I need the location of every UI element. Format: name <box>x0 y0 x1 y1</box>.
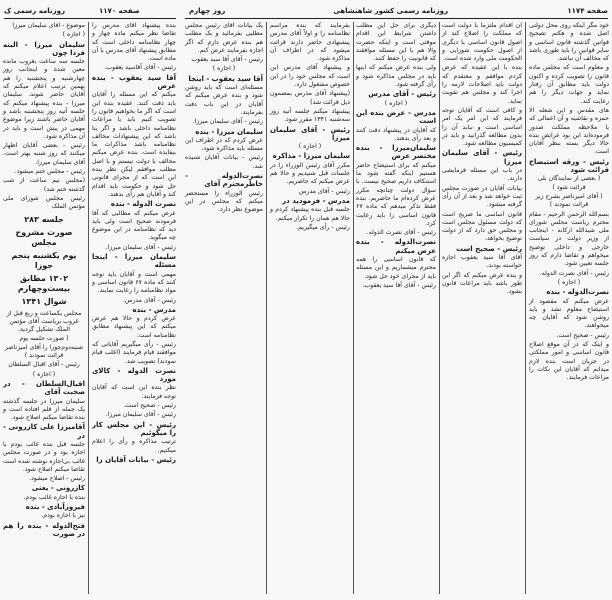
paragraph: و بنده عرض میکنم که اگر این طور باشد باید مراعات قانون بشود. <box>442 271 522 296</box>
paragraph: رئیس - بعضی آقایان اظهار میکنند که روز شنبه بهتر است. آقای سلیمان میرزا. <box>3 142 85 166</box>
paragraph: ( بعضی از نمایندگان بلی قرائت شود ) <box>537 175 601 191</box>
speaker-line: مدرس - فرمودید در <box>282 196 350 205</box>
column <box>0 22 88 596</box>
paragraph: رئیس مجلس شورای ملی مؤتمن الملک <box>3 194 85 211</box>
speaker-line: رئیس - آقای سلیمان میرزا <box>270 125 350 142</box>
paragraph: رئیس - آقای آقا سید یعقوب <box>191 56 263 64</box>
paragraph: که آقایان در پیشنهاد دقت کنند و بعد رأی بدهند. <box>356 126 436 142</box>
paragraph: رئیس - رأی میگیریم. <box>296 223 350 231</box>
paragraph: ( اجازه ) <box>62 31 85 39</box>
section-heading: ۱۳۰۲ مطابق بیست‌وچهارم <box>17 273 71 293</box>
column <box>267 22 353 596</box>
speaker-line: مدرس - بنده <box>132 305 176 314</box>
paragraph: رئیس - آقای مدرس <box>298 187 350 195</box>
newspaper-title: روزنامه رسمی ک <box>4 7 65 15</box>
column <box>526 22 612 596</box>
paragraph: قانون اساسی ما صریح است که دولت مسئول مجلس است و مجلس حق دارد که از دولت توضیح بخواهد. <box>442 210 522 243</box>
paragraph: نیز با اجازه بودم. <box>41 512 85 520</box>
paragraph: و پیشنهاد آقای مدرس این است که مجلس خود را در این خصوص مشغول دارد. <box>270 64 350 89</box>
paragraph: و کافی است که آقایان توجه فرمایند که این امر یک امر اساسی است و نباید آن را بدون مطالعه گذرانید و باید در کمیسیون مطالعه شود. <box>442 106 522 148</box>
paragraph: دیگری برای حل این مطلب داشتن شرایط این اقدام موقتی است و اینکه حضرت والا هم با این مسئله موافقند که قانونیت را حفظ کنند. <box>356 22 436 63</box>
speaker-line: نصرت‌الدوله - بنده <box>546 288 609 297</box>
page-header <box>185 6 608 19</box>
speaker-line: سلیمان‌میرزا - بنده مختصر عرض <box>356 144 436 161</box>
paragraph: رئیس الوزراء را مستحضر میکنم که مجلس در این موضوع نظر دارد. <box>185 189 263 214</box>
paragraph: رئیس - آقای آقا سید یعقوب. <box>362 281 436 289</box>
column <box>353 22 439 596</box>
paragraph: ( اجازه ) <box>298 143 322 151</box>
page-header <box>4 6 176 19</box>
paragraph: بنده پیشنهاد آقای مدرس را تقاضا نظر میکنم ماده چهار و چهار نظامنامه داخلی است که مطابق پیشنهاد آقای مدرس با آن ماده است. <box>92 22 176 63</box>
paragraph: ( آقای امیرناصر بشرح زیر قرائت نمودند ) <box>535 192 603 209</box>
left-page <box>0 0 180 600</box>
paragraph: بنده با این عقیده که عرض کردم موافقم و معتقدم که دولت باید اصلاحات لازمه را اجرا کند و مجلس هم تقویت نماید. <box>442 64 522 105</box>
paragraph: رئیس - بیانات آقایان شنیده شد. <box>185 154 263 170</box>
paragraph: ( اجازه ) <box>384 99 408 107</box>
paragraph: و معلوم است که مجلس ماده قانون را تصویب کرده و اکنون دولت باید مطابق آن رفتار نماید و جهات دیگر را هم رعایت کند. <box>529 64 609 105</box>
section-heading: صورت مشروح مجلس <box>15 227 73 247</box>
paragraph: و اینک که در آن موقع اصلاح قانون اساسی و امور مملکتی در جریان است بنده لازم میدانم که آقایان این نکات را مراعات فرمایند. <box>529 340 609 382</box>
speaker-line: سلیمان میرزا - مذاکره <box>272 152 350 161</box>
speaker-line: سلیمان میرزا - اینجا مسئله <box>92 253 176 270</box>
paragraph: ( اجازه ) <box>32 370 56 378</box>
paragraph: ولی بنده عرض میکنم که اینها باید در مجلس مذاکره شود و رأی گرفته شود. <box>356 64 436 89</box>
speaker-line: سلیمان میرزا - البته فردا چون <box>3 40 85 57</box>
speaker-line: کازرونی - یعنی <box>31 484 85 493</box>
speaker-line: مدرس - عرض بنده این است <box>356 108 436 126</box>
speaker-line: آقامیرزا علی کازرونی - در <box>3 423 85 440</box>
section-heading: جلسه ۲۸۳ <box>24 214 64 224</box>
paragraph: پیشنهاد میکنم جلسه آتیه روز سه‌شنبه ۱۳۴۱ مقرر شود. <box>270 107 350 124</box>
paragraph: جلسه قبل بنده پیشنهاد کردم و حالا هم همان را تکرار میکنم. <box>270 206 350 222</box>
right-page <box>181 0 612 600</box>
paragraph: بنده با اجازه غائب بودم. <box>23 493 85 501</box>
column <box>182 22 266 596</box>
paragraph: مسئله‌ای است که باید روشن شود و بنده عرض میکنم که آقایان در این باب دقت بفرمایند. <box>185 84 263 116</box>
paragraph: ( اجازه ) <box>212 65 236 73</box>
paragraph: میکنم که این مسئله را آقایان باید دقت کنند. عقیده بنده این است که اگر ما بخواهیم قانون را تصویب کنیم باید با مراعات نظامنامه داخلی باشد و اگر بنا باشد که این پیشنهادات مخالف نظامنامه باشد مذاکرات ما بیفایده است. بنده عرض میکنم مخالف با دولت نیستم و با اصل مطلب موافقم لیکن نظر بنده این است که از مجرای قانونی حل شود و حکومت باید اقدام کند و آقایان هم رأی بدهند. <box>92 91 176 198</box>
speaker-line: فتح‌الدوله - بنده را هم در صورت <box>3 521 85 538</box>
page-number: صفحه ۱۱۷۴ <box>567 7 608 15</box>
speaker-line: نصرت‌الدوله - خاطرمحترم آقای <box>185 172 263 189</box>
paragraph: آن اقدام ملتزماً با دولت است که مملکت را اصلاح کند از اصول قانون اساسی یا دیگری از اصول حکومت شورایی و الحکومت ملی وارد شده است. <box>442 22 522 63</box>
paragraph: رئیس - صحیح است. <box>123 402 176 410</box>
paragraph: عرض کردم و حالا هم عرض میکنم که این پیشنهاد مطابق نظامنامه است. <box>92 315 176 339</box>
paragraph: رئیس - مجلس ختم میشود. <box>14 168 85 176</box>
paragraph: آقای آقا سید یعقوب اجازه خواسته بودند. <box>442 254 522 270</box>
column-divider <box>353 22 354 594</box>
section-heading: یوم یکشنبه پنجم جوزا <box>11 250 77 270</box>
speaker-line: سلیمان میرزا - بنده <box>195 127 263 136</box>
column <box>89 22 179 596</box>
paragraph: رئیس - آقای نصرت الدوله. <box>366 229 436 237</box>
speaker-line: آقا سید یعقوب - اینجا <box>188 74 263 83</box>
column-divider <box>266 22 267 594</box>
paragraph: رئیس - آقای آقاسید یعقوب. <box>104 64 176 72</box>
speaker-line: رئیس - ورقه استیضاح قرائت شود <box>529 157 609 175</box>
paragraph: که قانون اساسی را همه محترم میشماریم و این مسئله باید از مجرای خود حل شود. <box>356 256 436 280</box>
paragraph: رئیس - آقای سلیمان میرزا. <box>105 411 176 419</box>
section-heading: شوال ۱۳۴۱ <box>21 296 67 306</box>
speaker-line: نصرت الدوله - کالای مورد <box>92 366 176 384</box>
day-label: روز چهارم <box>189 7 226 15</box>
speaker-line: رئیس - صحیح است <box>455 244 522 253</box>
paragraph: رئیس - آقای نصرت الدوله. <box>539 269 609 277</box>
speaker-line: اقبال‌السلطان - در صحبت آقای <box>3 379 85 397</box>
paragraph: رئیس - آقای اقبال السلطان <box>8 361 80 369</box>
speaker-line: آقا سید یعقوب - بنده عرض <box>92 73 176 91</box>
paragraph: رئیس - اصلاح میشود. <box>29 475 85 483</box>
column-divider <box>525 22 526 594</box>
paragraph: جلسه سه ساعت بغروب مانده معین شده و اینجانب روز چهارشنبه و پنجشنبه را هم بهمین ترتیب اعلام میکنم که آقایان حاضر شوند. سلیمان میرزا - بنده پیشنهاد میکنم که جلسه آتیه روز پنجشنبه باشد و آقایان حاضر باشند زیرا موضوع مهمی در پیش است و باید در آن مذاکره شود. <box>3 58 85 140</box>
paragraph: بسم‌الله الرحمن الرحیم - مقام محترم ریاست مجلس شورای ملی شیدالله ارکانه - اینجانب از وزیر دولت در سیاست خارجی و داخلی توضیح میخواهم و تقاضا دارم که روز جلسه تعیین شود. <box>529 210 609 268</box>
paragraph: (پیشنهاد آقای مدرس بمضمون ذیل قرائت شد) <box>270 90 350 106</box>
speaker-line: فیروزآبادی - بنده <box>25 503 85 512</box>
paragraph: موضوع - آقای سلیمان میرزا <box>12 22 85 29</box>
page-number: صفحه ۱۱۷۰ <box>99 7 140 15</box>
speaker-line: نصرت الدوله - بنده <box>110 200 176 209</box>
paragraph: رئیس - آقای سلیمان میرزا. <box>192 118 263 126</box>
paragraph: های مقدس و این شعله الا حمزه و نقاشیه و آن اعمالی که با ملاحظه مملکت صدور فرموده‌اند این بود عرایض بنده حالا دیگر بسته بنظر آقایان است. <box>529 106 609 156</box>
column-divider <box>439 22 440 594</box>
column <box>439 22 525 596</box>
paragraph: مهمی است و آقایان باید توجه کنند که ماده ۶۷ قانون اساسی و مواد نظامنامه را رعایت نمایند. <box>92 270 176 295</box>
paragraph: رئیس - آقای مدرس. <box>122 296 176 304</box>
paragraph: ( صورت جلسه یوم شنبه‌دوم‌جوزا را آقای امیرناصر قرائت نمودند ) <box>4 335 84 360</box>
paragraph: رئیس - آقای سلیمان میرزا. <box>105 243 176 251</box>
paragraph: بفرمایند که بنده مراسم نظامنامه را و اولاً آقای مدرس پیشنهادی حاضر دارند قرائت میشود که در اطراف آن مذاکره شود. <box>270 22 350 63</box>
paragraph: عرض میکنم که مقصود از استیضاح معلوم نشد و باید روشن شود که آقایان چه میخواهند. <box>529 297 609 330</box>
paragraph: (مجلس نیم ساعت از شب گذشته ختم شد) <box>3 177 85 193</box>
newspaper-title: روزنامه رسمی کشور شاهنشاهی <box>333 7 448 15</box>
paragraph: میکنم که برای استیضاح حاضر هستیم اینکه گفته شود ما استنکاف داریم صحیح نیست. با سؤال دولت چنانچه مکرر عرض کرده‌ام ما حاضریم. بنده فقط تذکر میدهم که ماده ۶۷ قانون اساسی را باید رعایت کرد. <box>356 161 436 227</box>
paragraph: خود مگر اینکه روی محل دولتی اصل شده و هکتم تصحیح قوانین گذشته قانون اساسی و سایر قوانین را باید طوری باشد که مخالف آن نباشد. <box>529 22 609 63</box>
paragraph: بیانات آقایان در صورت مجلس ثبت خواهد شد و بعد از آن رأی گرفته میشود. <box>442 184 522 209</box>
paragraph: مجلس یکساعت و ربع قبل از غروب بریاست آقای مؤتمن الملک تشکیل گردید. <box>6 309 82 334</box>
paragraph: جلسه قبل بنده غائب بودم با اجازه بود و در صورت مجلس غائب بی‌اجازه نوشته شده است تقاضا میکنم اصلاح شود. <box>3 440 85 473</box>
paragraph: رئیس - رأی میگیریم آقایانی که موافقند قیام فرمایند (اغلب قیام نمودند) تصویب شد. <box>92 340 176 365</box>
speaker-line: رئیس - آقای سلیمان میرزا <box>442 149 522 166</box>
paragraph: ترتیب مذاکره و رأی را اعلام میکنیم. <box>92 438 176 454</box>
paragraph: سلیمان میرزا در جلسه گذشته یک جمله از قلم افتاده است و بنده تقاضا میکنم اصلاح شود. <box>3 397 85 422</box>
paragraph: یک بیانات آقای رئیس مجلس مطلبی بفرمائید و یک مطلب هم بنده عرض دارم که اگر اجازه بفرمایند عرض کنم. <box>185 22 263 54</box>
paragraph: رئیس - صحیح است. <box>556 331 609 339</box>
paragraph: مکرر آقای رئیس الوزراء را در جلسات قبل شنیدیم و حالا هم عرض میکنم که حاضریم. <box>270 161 350 186</box>
paragraph: عرض کردم که در اطراف این مسئله باید مذاکره شود. <box>185 136 263 153</box>
paragraph: نظر بنده این است که آقایان توجه فرمایند. <box>92 384 176 400</box>
paragraph: در باب این مسئله فرمایشی دارند. <box>442 167 522 183</box>
paragraph: عرض میکنم که مطالبی که آقا فرمودند صحیح است ولی باید دید که نظامنامه در این موضوع چه میگوید. <box>92 209 176 242</box>
paragraph: ( اجازه ) <box>557 278 581 286</box>
speaker-line: رئیس - آقای مدرس <box>368 90 436 99</box>
speaker-line: نصرت‌الدوله - بنده عرض میکنم <box>356 238 436 255</box>
speaker-line: رئیس - بیانات آقایان را <box>96 455 176 464</box>
speaker-line: رئیس - این مجلس کار را میگوئیم <box>92 420 176 437</box>
